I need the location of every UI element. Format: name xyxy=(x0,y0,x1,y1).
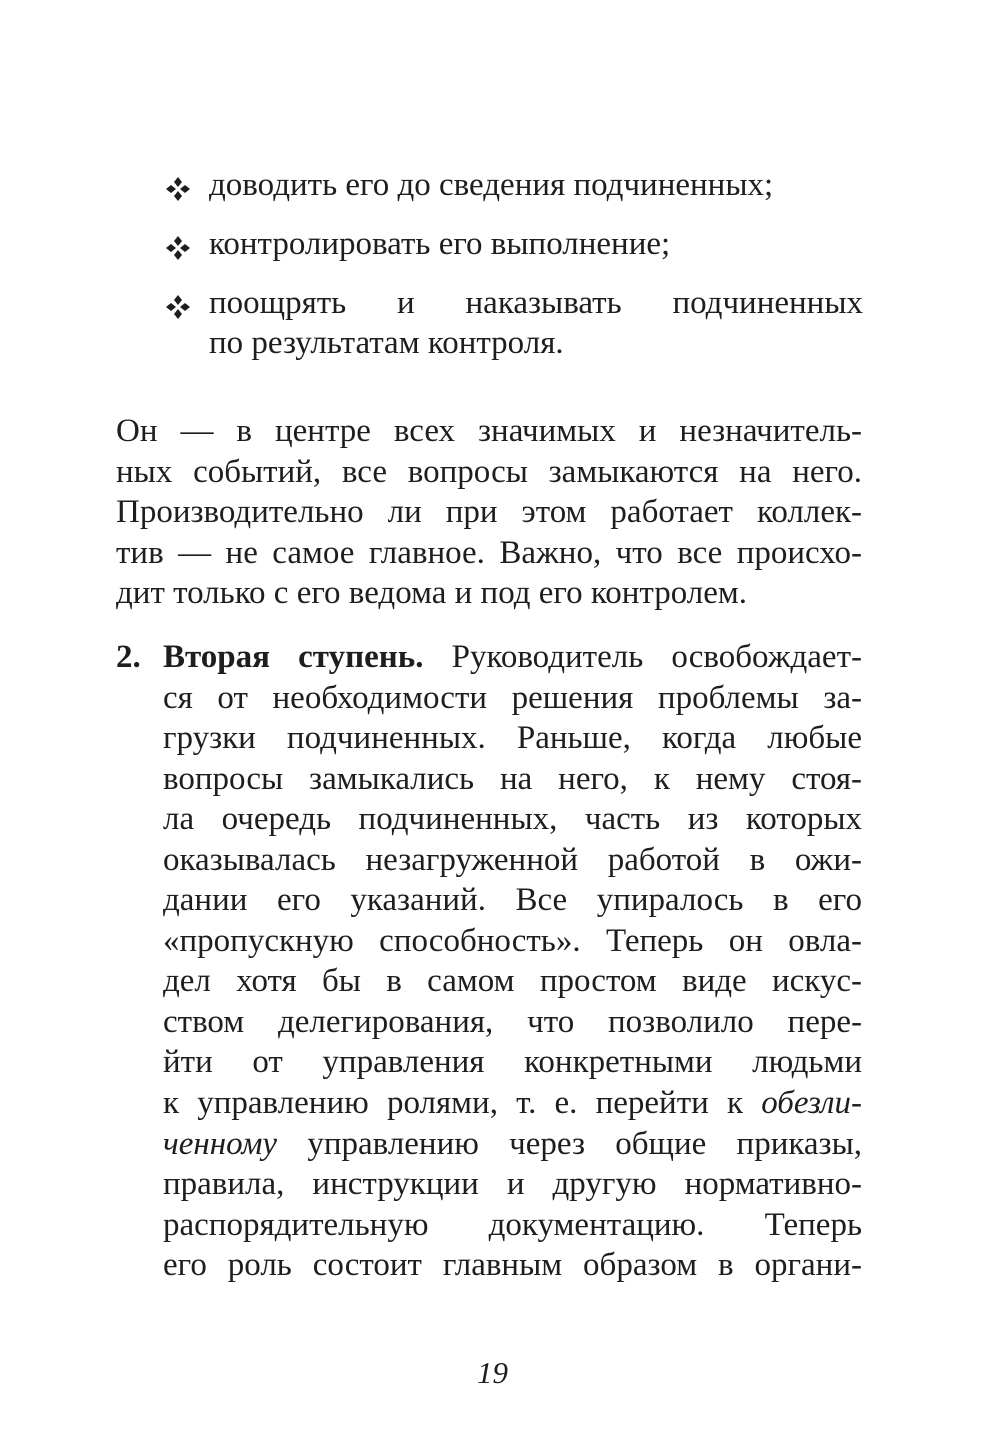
bullet-list xyxy=(163,165,863,363)
page-number: 19 xyxy=(477,1355,508,1390)
step-title: Вторая ступень. xyxy=(163,639,424,675)
paragraph-line: ных событий, все вопросы замыкаются на него. xyxy=(116,453,862,490)
four-diamond-bullet-icon xyxy=(165,176,191,202)
italic-term: ченному xyxy=(163,1125,278,1162)
bullet-line: контролировать его выполнение; xyxy=(209,226,671,262)
step-line xyxy=(163,1083,862,1124)
paragraph-line: тив — не самое главное. Важно, что все происхо- xyxy=(116,534,862,571)
bullet-text xyxy=(209,283,863,363)
step-line: грузки подчиненных. Раньше, когда любые xyxy=(163,720,862,757)
italic-term: обезли- xyxy=(761,1085,862,1122)
step-line: ством делегирования, что позволило пере- xyxy=(163,1003,862,1040)
bullet-text xyxy=(209,165,863,205)
step-line: вопросы замыкались на него, к нему стоя- xyxy=(163,760,862,797)
step-line xyxy=(163,1124,862,1165)
paragraph-line: Он — в центре всех значимых и незначитель- xyxy=(116,413,862,449)
paragraph-line: дит только с его ведома и под его контролем. xyxy=(116,575,748,611)
four-diamond-bullet-icon xyxy=(165,235,191,261)
step-line: его роль состоит главным образом в органи- xyxy=(163,1247,862,1284)
step-number: 2. xyxy=(116,639,141,675)
step-line: дании его указаний. Все упиралось в его xyxy=(163,882,862,919)
step-line: распорядительную документацию. Теперь xyxy=(163,1206,862,1243)
step-line: ла очередь подчиненных, часть из которых xyxy=(163,801,862,838)
step-line-text: Руководитель освобождает- xyxy=(423,639,862,675)
step-line-text: к управлению ролями, т. е. перейти к xyxy=(163,1085,762,1122)
numbered-step xyxy=(116,637,862,1286)
bullet-item-1 xyxy=(163,165,863,205)
bullet-text xyxy=(209,224,863,264)
step-line-text: управлению через общие приказы, xyxy=(277,1125,862,1162)
step-line: дел хотя бы в самом простом виде искус- xyxy=(163,963,862,1000)
step-line: правила, инструкции и другую нормативно- xyxy=(163,1166,862,1203)
step-body xyxy=(163,637,862,1286)
step-line: оказывалась незагруженной работой в ожи- xyxy=(163,841,862,878)
paragraph-line: Производительно ли при этом работает коллек- xyxy=(116,494,862,530)
four-diamond-bullet-icon xyxy=(165,294,191,320)
body-paragraph xyxy=(116,411,862,614)
bullet-item-2 xyxy=(163,224,863,264)
bullet-line: поощрять и наказывать подчиненных xyxy=(209,285,863,321)
step-line: «пропускную способность». Теперь он овла- xyxy=(163,922,862,959)
bullet-line: доводить его до сведения подчиненных; xyxy=(209,167,774,203)
step-line: ся от необходимости решения проблемы за- xyxy=(163,679,862,716)
step-line: йти от управления конкретными людьми xyxy=(163,1044,862,1081)
bullet-line: по результатам контроля. xyxy=(209,325,564,361)
bullet-item-3 xyxy=(163,283,863,363)
step-line xyxy=(163,637,862,678)
